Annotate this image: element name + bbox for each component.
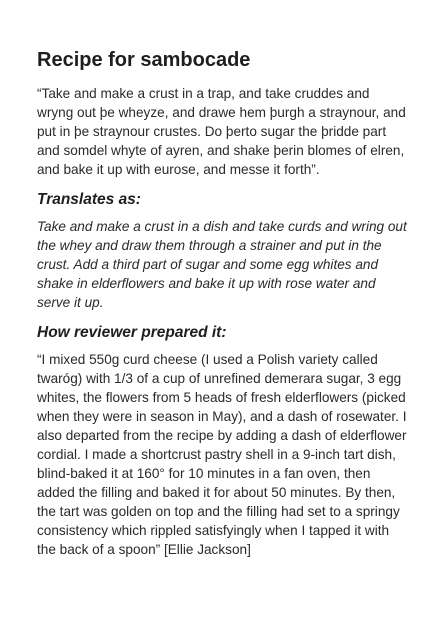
translation-text: Take and make a crust in a dish and take curds and wring out the whey and draw them through a strainer and put in the crust. Add a third part of sugar and some egg whites and shake in elderflowers and bake it up with rose water and serve it up.: [37, 219, 407, 310]
page-title: Recipe for sambocade: [37, 49, 251, 71]
reviewer-heading: How reviewer prepared it:: [37, 324, 227, 341]
original-recipe-text: “Take and make a crust in a trap, and take cruddes and wryng out þe wheyze, and drawe hem þurgh a straynour, and put in þe straynour crustes. Do þerto sugar the þridde part and somdel whyte of ayren, and shake þerin blomes of elren, and bake it up with eurose, and messe it forth”.: [37, 86, 406, 177]
reviewer-text: “I mixed 550g curd cheese (I used a Polish variety called twaróg) with 1/3 of a cup of unrefined demerara sugar, 3 egg whites, the flowers from 5 heads of fresh elderflowers (picked when they were in season in May), and a dash of rosewater. I also departed from the recipe by adding a dash of elderflower cordial. I made a shortcrust pastry shell in a 9-inch tart dish, blind-baked it at 160° for 10 minutes in a fan oven, then added the filling and baked it for about 50 minutes. By then, the tart was golden on top and the filling had set to a springy consistency which rippled satisfyingly when I tapped it with the back of a spoon” [Ellie Jackson]: [37, 352, 407, 557]
translation-heading: Translates as:: [37, 191, 141, 208]
